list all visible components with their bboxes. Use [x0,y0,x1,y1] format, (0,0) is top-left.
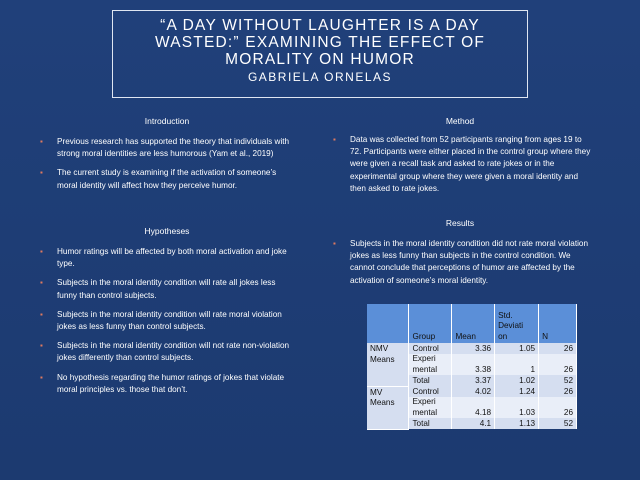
bullet-text: Subjects in the moral identity condition will rate moral violation jokes as less funny than control subjects. [57,309,282,332]
table-header-cell: Std. Deviati on [495,304,539,343]
results-list [330,238,592,294]
title-box [112,10,528,98]
bullet-icon: ▪ [40,168,43,178]
mean-cell: 4.02 [452,386,495,397]
group-cell: Control [409,386,452,397]
mean-cell: 4.18 [452,397,495,418]
n-cell: 52 [539,375,577,386]
bullet-icon: ▪ [40,309,43,319]
group-cell: Total [409,418,452,429]
title-line: WASTED:” EXAMINING THE EFFECT OF [154,34,486,51]
table-header-cell: N [539,304,577,343]
method-heading: Method [445,116,475,126]
bullet-icon: ▪ [333,135,336,144]
title-line: “A DAY WITHOUT LAUGHTER IS A DAY [160,17,480,34]
list-item [37,246,291,270]
table-row [367,343,577,354]
bullet-text: No hypothesis regarding the humor ratings of jokes that violate moral principles vs. those that don’t. [57,372,285,394]
n-cell: 26 [539,386,577,397]
bullet-icon: ▪ [40,137,43,146]
introduction-list [37,136,291,199]
table-body [367,343,577,429]
author-name: GABRIELA ORNELAS [247,70,393,84]
group-cell: Control [409,343,452,354]
bullet-icon: ▪ [40,341,43,351]
list-item [330,134,592,195]
mean-cell: 3.36 [452,343,495,354]
bullet-text: Data was collected from 52 participants ranging from ages 19 to 72. Participants were either placed in the control group where they were given a recall task and asked to rate jokes or in the experimental group where they were given a moral identity and then asked to rate jokes. [350,135,591,193]
list-item [37,372,291,396]
sd-cell: 1.24 [495,386,539,397]
sd-cell: 1.05 [495,343,539,354]
group-cell: Experi mental [409,354,452,375]
sd-cell: 1.03 [495,397,539,418]
table-header-row [367,304,577,343]
table-header-cell: Mean [452,304,495,343]
mean-cell: 3.38 [452,354,495,375]
results-table [367,304,577,430]
table-block-label: NMV Means [367,343,409,386]
table-block-label: MV Means [367,386,409,429]
list-item [330,238,592,287]
sd-cell: 1.02 [495,375,539,386]
list-item [37,340,291,364]
bullet-icon: ▪ [40,372,43,382]
bullet-text: Subjects in the moral identity condition will rate all jokes less funny than control subjects. [57,278,276,300]
list-item [37,309,291,333]
title-line: MORALITY ON HUMOR [225,51,415,68]
list-item [37,277,291,301]
table-header-cell [367,304,409,343]
bullet-text: Previous research has supported the theory that individuals with strong moral identities are less humorous (Yam et al., 2019) [57,137,290,159]
n-cell: 26 [539,343,577,354]
list-item [37,167,291,191]
n-cell: 52 [539,418,577,429]
hypotheses-list [37,246,291,403]
n-cell: 26 [539,354,577,375]
table-header-cell: Group [409,304,452,343]
bullet-icon: ▪ [40,247,43,256]
group-cell: Total [409,375,452,386]
bullet-icon: ▪ [40,278,43,288]
table-row [367,386,577,397]
bullet-text: Subjects in the moral identity condition will not rate non-violation jokes differently than control subjects. [57,341,290,363]
bullet-text: The current study is examining if the activation of someone’s moral identity will affect how they perceive humor. [57,168,277,190]
results-heading: Results [445,218,475,228]
mean-cell: 4.1 [452,418,495,429]
method-list [330,134,592,202]
bullet-text: Subjects in the moral identity condition did not rate moral violation jokes as less funny than subjects in the control condition. We cannot conclude that perceptions of humor are affected by the activation of someone’s moral identity. [350,239,589,285]
introduction-heading: Introduction [144,116,190,126]
list-item [37,136,291,160]
hypotheses-heading: Hypotheses [144,226,190,236]
mean-cell: 3.37 [452,375,495,386]
group-cell: Experi mental [409,397,452,418]
n-cell: 26 [539,397,577,418]
sd-cell: 1.13 [495,418,539,429]
bullet-text: Humor ratings will be affected by both moral activation and joke type. [57,247,287,269]
sd-cell: 1 [495,354,539,375]
bullet-icon: ▪ [333,239,336,248]
